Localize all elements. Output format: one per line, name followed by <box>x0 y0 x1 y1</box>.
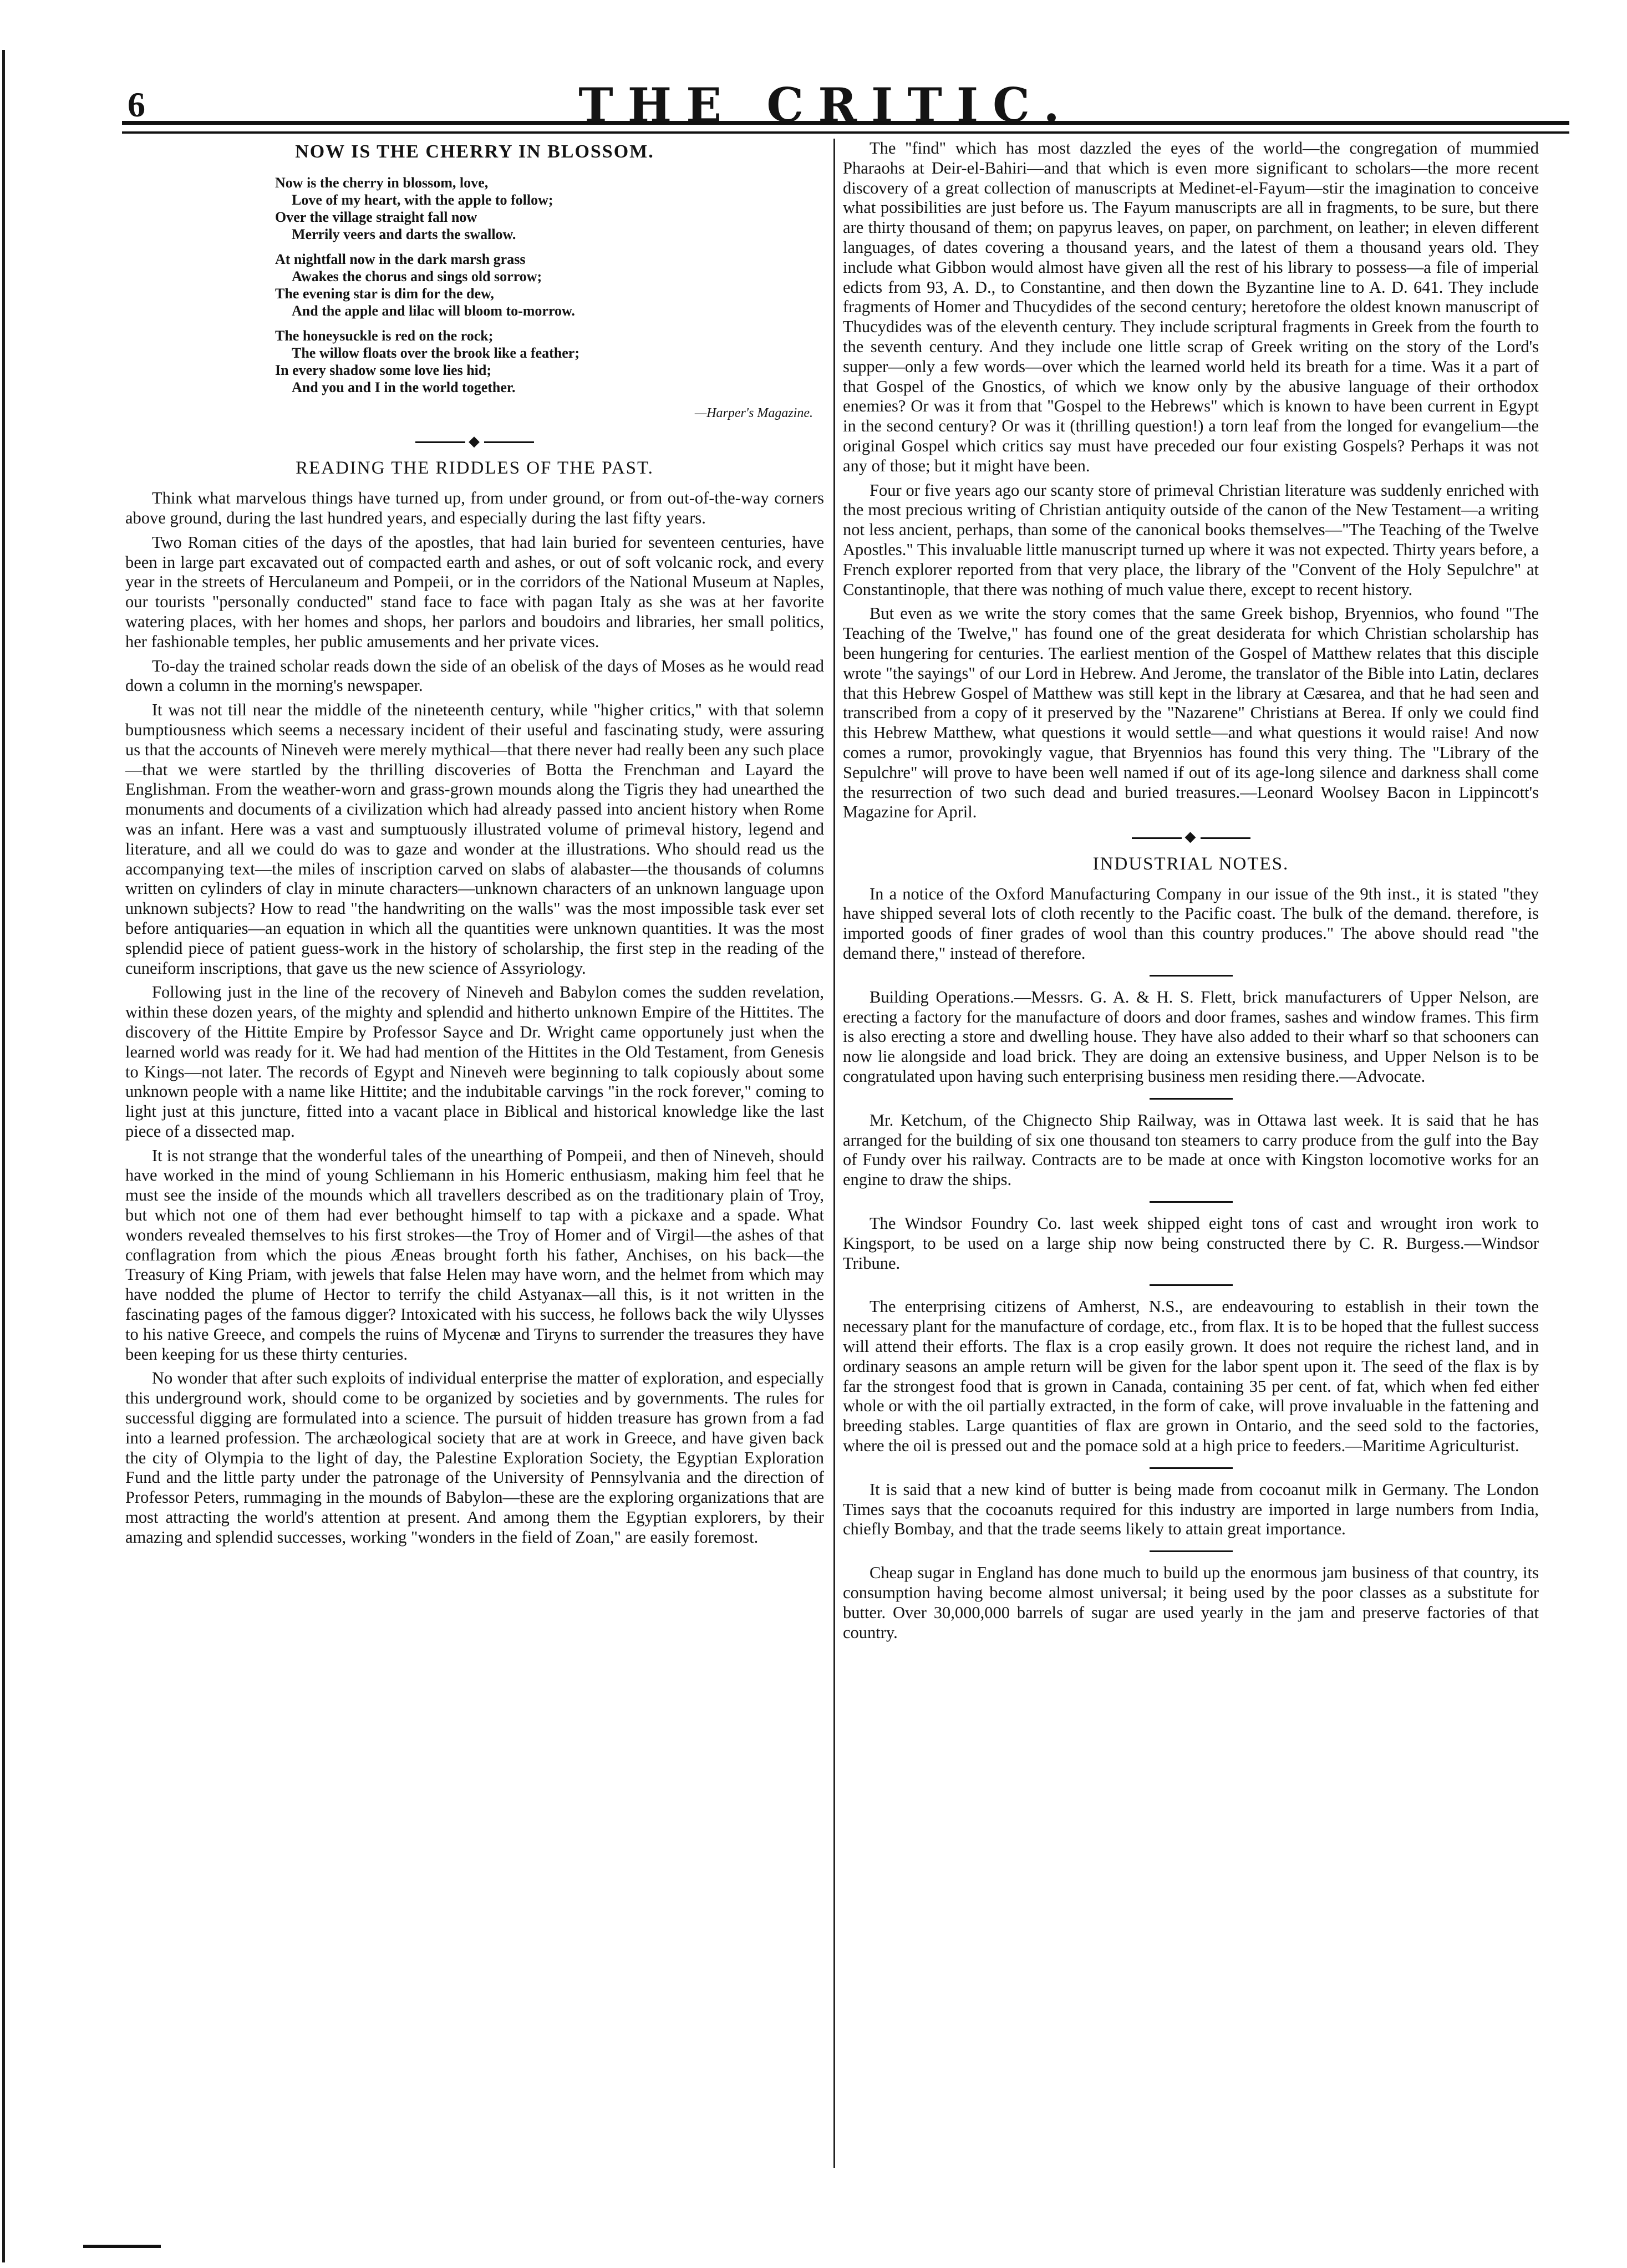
article-paragraph: Think what marvelous things have turned up, from under ground, or from out-of-the-way corners above ground, during the last hundred years, and especially during the last fifty years. <box>125 489 824 527</box>
poem-line: The honeysuckle is red on the rock; <box>275 327 494 344</box>
footer-rule <box>83 2245 161 2248</box>
note-separator <box>1150 1550 1233 1552</box>
poem-stanza <box>275 174 824 243</box>
article-paragraph: No wonder that after such exploits of individual enterprise the matter of exploration, and especially this underground work, should come to be organized by societies and by governments. The rules for successful digging are formulated into a science. The pursuit of hidden treasure has grown from a fad into a learned profession. The archæological society that are at work in Greece, and have given back the city of Olympia to the light of day, the Palestine Exploration Society, the Egyptian Exploration Fund and the little party under the patronage of the University of Pennsylvania and the direction of Professor Peters, rummaging in the mounds of Babylon—these are the exploring organizations that are most attracting the world's attention at present. And among them the Egyptian explorers, by their amazing and splendid successes, working "wonders in the field of Zoan," are easily foremost. <box>125 1369 824 1547</box>
article-paragraph: Following just in the line of the recovery of Nineveh and Babylon comes the sudden revelation, within these dozen years, of the mighty and splendid and hitherto unknown Empire of the Hittites. The discovery of the Hittite Empire by Professor Sayce and Dr. Wright came opportunely just when the learned world was ready for it. We had had mention of the Hittites in the Old Testament, from Genesis to Kings—not later. The records of Egypt and Nineveh were beginning to talk copiously about some unknown people with a name like Hittite; and the indubitable carvings "in the rock forever," coming to light just at this juncture, fitted into a vacant place in Biblical and historical knowledge like the last piece of a dissected map. <box>125 983 824 1141</box>
section-ornament: ◆ <box>125 431 824 451</box>
poem-stanza <box>275 327 824 396</box>
article-paragraph: To-day the trained scholar reads down the side of an obelisk of the days of Moses as he would read down a column in the morning's newspaper. <box>125 656 824 695</box>
riddles-title: READING THE RIDDLES OF THE PAST. <box>296 458 654 479</box>
industrial-note: The enterprising citizens of Amherst, N.S., are endeavouring to establish in their town the necessary plant for the manufacture of cordage, etc., from flax. It is to be hoped that the fullest success will attend their efforts. The flax is a crop easily grown. It does not require the richest land, and in ordinary seasons an ample return will be given for the labor spent upon it. The seed of the flax is by far the strongest food that is grown in Canada, containing 35 per cent. of fat, which when fed either whole or with the oil partially extracted, in the form of cake, will prove invaluable in the fattening and breeding stables. Large quantities of flax are grown in Ontario, and the seed sold to the factories, where the oil is pressed out and the pomace sold at a high price to feeders.—Maritime Agriculturist. <box>843 1297 1539 1456</box>
article-paragraph: It was not till near the middle of the nineteenth century, while "higher critics," with that solemn bumptiousness which seems a necessary incident of their useful and fascinating study, were assuring us that the accounts of Nineveh were merely mythical—that there never had really been any such place—that we were startled by the thrilling discoveries of Botta the Frenchman and Layard the Englishman. From the weather-worn and grass-grown mounds along the Tigris they had unearthed the monuments and documents of a civilization which had already passed into ancient history when Rome was an infant. Here was a vast and sumptuously illustrated volume of primeval history, legend and literature, and all we could do was to gaze and wonder at the illustrations. Who should read us the accompanying text—the miles of inscription carved on slabs of alabaster—the thousands of columns written on cylinders of clay in minute characters—unknown characters of an unknown language upon unknown subjects? How to read "the handwriting on the walls" was the most impossible task ever set before antiquaries—an equation in which all the quantities were unknown quantities. It was the most splendid piece of patient guess-work in the history of scholarship, the first step in the reading of the cuneiform inscriptions, that gave us the new science of Assyriology. <box>125 700 824 978</box>
industrial-note: Building Operations.—Messrs. G. A. & H. S. Flett, brick manufacturers of Upper Nelson, are erecting a factory for the manufacture of doors and door frames, sashes and window frames. This firm is also erecting a store and dwelling house. They have also added to their wharf so that schooners can now lie alongside and load brick. They are doing an extensive business, and Upper Nelson is to be congratulated upon having such enterprising business men residing there.—Advocate. <box>843 987 1539 1086</box>
article-paragraph: The "find" which has most dazzled the eyes of the world—the congregation of mummied Pharaohs at Deir-el-Bahiri—and that which is even more significant to scholars—the more recent discovery of a great collection of manuscripts at Medinet-el-Fayum—stir the imagination to conceive what possibilities are just before us. The Fayum manuscripts are all in fragments, to be sure, but there are thirty thousand of them; on papyrus leaves, on paper, on parchment, on leather; in eleven different languages, of dates covering a thousand years, and the latest of them a thousand years old. They include what Gibbon would almost have given all the rest of his library to possess—a file of imperial edicts from 93, A. D., to Constantine, and then down the Byzantine line to A. D. 641. They include fragments of Homer and Thucydides of the second century; heretofore the oldest known manuscript of Thucydides was of the eleventh century. They include scriptural fragments in Greek from the fourth to the seventh century. And they include one little scrap of Greek writing on the story of the Lord's supper—only a few words—over which the learned world held its breath for a time. Was it a part of that Gospel of the Gnostics, of which we know only by the abusive language of their orthodox enemies? Or was it from that "Gospel to the Hebrews" which is known to have been current in Egypt in the second century? Or was it (thrilling question!) a torn leaf from the longed for evangelium—the original Gospel which critics say must have preceded our four existing Gospels? Perhaps it was not any of those; but it might have been. <box>843 139 1539 475</box>
page-number: 6 <box>128 85 145 124</box>
right-column <box>843 139 1539 1648</box>
poem-stanza <box>275 251 824 319</box>
poem-line: Over the village straight fall now <box>275 209 477 225</box>
article-paragraph: Two Roman cities of the days of the apostles, that had lain buried for seventeen centuries, have been in large part excavated out of compacted earth and ashes, or out of soft volcanic rock, and every year in the streets of Herculaneum and Pompeii, or in the corridors of the National Museum at Naples, our tourists "personally conducted" stand face to face with pagan Italy as she was at her favorite watering places, with her homes and shops, her parlors and boudoirs and libraries, her small politics, her fashionable temples, her public amusements and her private vices. <box>125 532 824 651</box>
note-separator <box>1150 1284 1233 1286</box>
industrial-note: Mr. Ketchum, of the Chignecto Ship Railway, was in Ottawa last week. It is said that he has arranged for the building of six one thousand ton steamers to carry produce from the gulf into the Bay of Fundy over his railway. Contracts are to be made at once with Kingston locomotive works for an engine to draw the ships. <box>843 1110 1539 1189</box>
poem-line: The willow floats over the brook like a feather; <box>292 344 579 361</box>
column-divider <box>833 139 835 2168</box>
poem-line: And the apple and lilac will bloom to-morrow. <box>292 302 575 319</box>
masthead-title: THE CRITIC. <box>578 78 1074 133</box>
poem-line: And you and I in the world together. <box>292 379 516 395</box>
industrial-note: The Windsor Foundry Co. last week shipped eight tons of cast and wrought iron work to Kingsport, to be used on a large ship now being constructed there by C. R. Burgess.—Windsor Tribune. <box>843 1214 1539 1273</box>
industrial-title: INDUSTRIAL NOTES. <box>1092 853 1289 874</box>
industrial-note: In a notice of the Oxford Manufacturing Company in our issue of the 9th inst., it is stated "they have shipped several lots of cloth recently to the Pacific coast. The bulk of the demand. therefore, is imported goods of finer grades of wool than this country produces." The above should read "the demand there," instead of therefore. <box>843 884 1539 963</box>
note-separator <box>1150 975 1233 977</box>
poem-line: Now is the cherry in blossom, love, <box>275 174 489 191</box>
note-separator <box>1150 1098 1233 1100</box>
section-ornament: ◆ <box>843 827 1539 847</box>
poem-line: Love of my heart, with the apple to follow; <box>292 191 553 208</box>
note-separator <box>1150 1201 1233 1203</box>
poem-attribution: —Harper's Magazine. <box>694 405 813 420</box>
industrial-note: Cheap sugar in England has done much to build up the enormous jam business of that country, its consumption having become almost universal; it being used by the poor classes as a substitute for butter. Over 30,000,000 barrels of sugar are used yearly in the jam and preserve factories of that country. <box>843 1563 1539 1642</box>
poem-title: NOW IS THE CHERRY IN BLOSSOM. <box>295 141 654 162</box>
article-paragraph: It is not strange that the wonderful tales of the unearthing of Pompeii, and then of Nineveh, should have worked in the mind of young Schliemann in his Homeric enthusiasm, making him feel that he must see the inside of the mounds which all travellers described as on the traditionary plain of Troy, but which not one of them had ever bethought himself to tap with a pickaxe and a spade. What wonders revealed themselves to his first strokes—the Troy of Homer and of Virgil—the ashes of that conflagration from which the pious Æneas brought forth his father, Anchises, on his back—the Treasury of King Priam, with jewels that false Helen may have worn, and the helmet from which may have nodded the plume of Hector to terrify the child Astyanax—all this, is it not written in the fascinating pages of the famous digger? Intoxicated with his success, he follows back the wily Ulysses to his native Greece, and compels the ruins of Mycenæ and Tiryns to surrender the treasures they have been keeping for us these thirty centuries. <box>125 1146 824 1364</box>
poem-line: In every shadow some love lies hid; <box>275 362 491 378</box>
note-separator <box>1150 1467 1233 1469</box>
binding-rule <box>2 50 5 2262</box>
poem-line: Merrily veers and darts the swallow. <box>292 226 516 242</box>
left-column <box>125 139 824 1552</box>
poem-line: The evening star is dim for the dew, <box>275 285 494 302</box>
article-paragraph: Four or five years ago our scanty store of primeval Christian literature was suddenly enriched with the most precious writing of Christian antiquity outside of the canon of the New Testament—a writing not less ancient, perhaps, than some of the canonical books themselves—"The Teaching of the Twelve Apostles." This invaluable little manuscript turned up where it was not expected. Thirty years before, a French explorer reported from that very place, the library of the "Convent of the Holy Sepulchre" at Constantinople, that there was nothing of much value there, except to recent history. <box>843 480 1539 599</box>
poem <box>275 174 824 396</box>
poem-line: Awakes the chorus and sings old sorrow; <box>292 268 542 284</box>
header-rule <box>122 121 1569 134</box>
article-paragraph: But even as we write the story comes that the same Greek bishop, Bryennios, who found "The Teaching of the Twelve," has found one of the great desiderata for which Christian scholarship has been hungering for centuries. The earliest mention of the Gospel of Matthew relates that this disciple wrote "the sayings" of our Lord in Hebrew. And Jerome, the translator of the Bible into Latin, declares that this Hebrew Gospel of Matthew was still kept in the library at Cæsarea, and that he had seen and transcribed from a copy of it preserved by the "Nazarene" Christians at Berea. If only we could find this Hebrew Matthew, what questions it would settle—and what questions it would raise! And now comes a rumor, provokingly vague, that Bryennios has found this very thing. The "Library of the Sepulchre" will prove to have been well named if out of its age-long silence and darkness shall come the resurrection of two such dead and buried treasures.—Leonard Woolsey Bacon in Lippincott's Magazine for April. <box>843 604 1539 822</box>
industrial-note: It is said that a new kind of butter is being made from cocoanut milk in Germany. The London Times says that the cocoanuts required for this industry are imported in large numbers from India, chiefly Bombay, and that the trade seems likely to attain great importance. <box>843 1479 1539 1539</box>
poem-line: At nightfall now in the dark marsh grass <box>275 251 526 267</box>
